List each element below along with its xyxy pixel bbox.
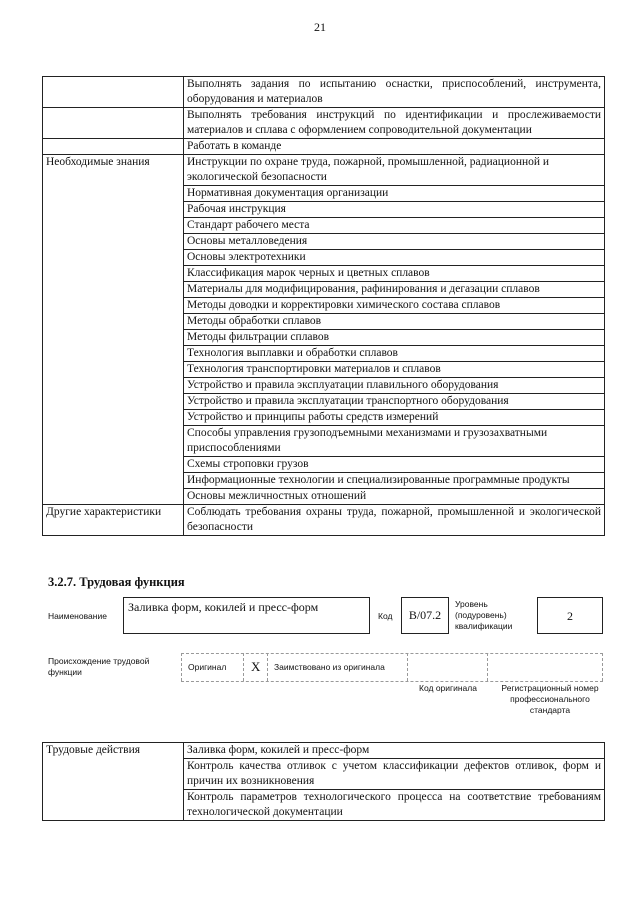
level-label: Уровень (подуровень) квалификации: [455, 599, 513, 631]
origin-label: Происхождение трудовой функции: [48, 656, 150, 677]
knowledge-item: Материалы для модифицирования, рафинирования и дегазации сплавов: [184, 282, 605, 298]
knowledge-item: Информационные технологии и специализированные программные продукты: [184, 473, 605, 489]
table-row: [43, 77, 605, 108]
knowledge-item: Нормативная документация организации: [184, 186, 605, 202]
level-box: 2: [537, 597, 603, 634]
action-item: Контроль качества отливок с учетом классификации дефектов отливок, форм и причин их возникновения: [184, 759, 605, 790]
other-text: Соблюдать требования охраны труда, пожарной, промышленной и экологической безопасности: [184, 505, 605, 536]
action-item: Контроль параметров технологического процесса на соответствие требованиям технологической документации: [184, 790, 605, 821]
action-item: Заливка форм, кокилей и пресс-форм: [184, 743, 605, 759]
knowledge-item: Стандарт рабочего места: [184, 218, 605, 234]
knowledge-item: Устройство и принципы работы средств измерений: [184, 410, 605, 426]
actions-label: Трудовые действия: [43, 743, 184, 821]
name-label: Наименование: [48, 611, 107, 621]
other-label: Другие характеристики: [43, 505, 184, 536]
skill-item: Выполнять задания по испытанию оснастки, приспособлений, инструмента, оборудования и материалов: [184, 77, 605, 108]
knowledge-item: Основы межличностных отношений: [184, 489, 605, 505]
section-heading: 3.2.7. Трудовая функция: [48, 575, 185, 589]
knowledge-item: Инструкции по охране труда, пожарной, промышленной, радиационной и экологической безопасности: [184, 155, 605, 186]
caption-code: Код оригинала: [419, 683, 477, 693]
knowledge-item: Технология транспортировки материалов и сплавов: [184, 362, 605, 378]
skill-item: Работать в команде: [184, 139, 605, 155]
knowledge-label: Необходимые знания: [43, 155, 184, 505]
row-label-empty: [43, 139, 184, 155]
knowledge-item: Классификация марок черных и цветных сплавов: [184, 266, 605, 282]
knowledge-item: Устройство и правила эксплуатации транспортного оборудования: [184, 394, 605, 410]
caption-reg: Регистрационный номер профессионального стандарта: [501, 683, 599, 715]
knowledge-item: Технология выплавки и обработки сплавов: [184, 346, 605, 362]
origin-code-cell: [408, 653, 488, 681]
row-label-empty: [43, 77, 184, 108]
table-row: [43, 743, 605, 759]
skill-item: Выполнять требования инструкций по идентификации и прослеживаемости материалов и сплава с оформлением сопроводительной документации: [184, 108, 605, 139]
actions-table: [42, 742, 605, 821]
function-name-box: Заливка форм, кокилей и пресс-форм: [123, 597, 370, 634]
code-box: B/07.2: [401, 597, 449, 634]
requirements-table: [42, 76, 605, 536]
table-row: [43, 505, 605, 536]
knowledge-item: Методы фильтрации сплавов: [184, 330, 605, 346]
origin-row-bottom-line: [181, 681, 603, 682]
knowledge-item: Основы металловедения: [184, 234, 605, 250]
table-row: [43, 139, 605, 155]
origin-reg-cell: [488, 653, 603, 681]
knowledge-item: Рабочая инструкция: [184, 202, 605, 218]
knowledge-item: Схемы строповки грузов: [184, 457, 605, 473]
row-label-empty: [43, 108, 184, 139]
table-row: [43, 155, 605, 186]
knowledge-item: Устройство и правила эксплуатации плавильного оборудования: [184, 378, 605, 394]
knowledge-item: Основы электротехники: [184, 250, 605, 266]
origin-borrowed-cell: Заимствовано из оригинала: [268, 653, 408, 681]
knowledge-item: Способы управления грузоподъемными механизмами и грузозахватными приспособлениями: [184, 426, 605, 457]
table-row: [43, 108, 605, 139]
page-number: 21: [314, 20, 326, 34]
origin-row: [181, 653, 603, 681]
code-label: Код: [378, 611, 393, 621]
knowledge-item: Методы обработки сплавов: [184, 314, 605, 330]
origin-mark: X: [244, 653, 268, 681]
knowledge-item: Методы доводки и корректировки химического состава сплавов: [184, 298, 605, 314]
origin-original-cell: Оригинал: [181, 653, 244, 681]
